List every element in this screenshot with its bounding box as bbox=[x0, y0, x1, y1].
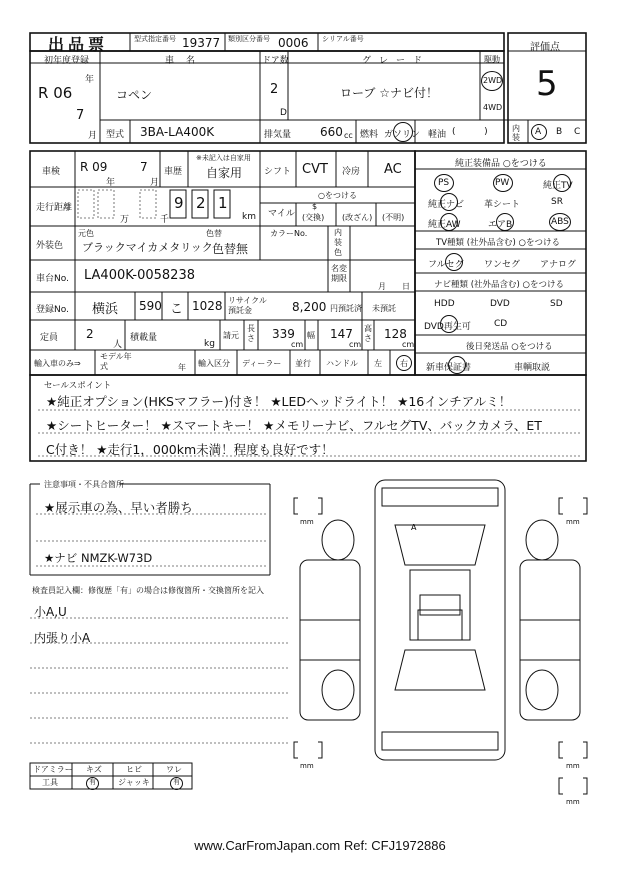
tools-yes: 有 bbox=[89, 778, 96, 786]
car-name: コペン bbox=[116, 88, 153, 102]
category-label: 類別区分番号 bbox=[228, 35, 270, 43]
handle-left: 左 bbox=[374, 359, 382, 368]
serial-label: シリアル番号 bbox=[322, 35, 364, 43]
form-title: 出品票 bbox=[48, 35, 109, 54]
notes-label: 注意事項・不具合箇所 bbox=[44, 480, 124, 489]
car-name-label: 車名 bbox=[165, 56, 208, 66]
registration-number: 1028 bbox=[192, 299, 223, 313]
crack-label: ヒビ bbox=[126, 765, 142, 774]
length-value: 339 bbox=[272, 327, 295, 341]
notes-line-2: ★ナビ NMZK-W73D bbox=[44, 551, 153, 565]
inspector-label: 検査員記入欄：修復歴「有」の場合は修復箇所・交換箇所を記入 bbox=[32, 586, 264, 595]
cc-unit: cc bbox=[344, 131, 353, 140]
length-label: 長さ bbox=[247, 324, 255, 343]
mileage-sen: 千 bbox=[160, 215, 170, 225]
fuel-gas: ガソリン bbox=[384, 130, 421, 140]
height-cm: cm bbox=[402, 340, 415, 349]
model-year-unit: 年 bbox=[178, 363, 186, 372]
equip-leather: 革シート bbox=[484, 200, 521, 210]
rating-label: 評価点 bbox=[530, 42, 560, 53]
ac-value: AC bbox=[384, 162, 402, 177]
category-value: 0006 bbox=[278, 36, 309, 50]
fuel-light: 軽油 bbox=[428, 130, 447, 140]
equip-sr: SR bbox=[551, 197, 563, 207]
equip-aw: 純正AW bbox=[428, 220, 461, 230]
shift-value: CVT bbox=[302, 162, 328, 177]
tire-mm-fr: mm bbox=[566, 518, 580, 526]
shift-label: シフト bbox=[264, 167, 292, 177]
import-type-label: 輸入区分 bbox=[198, 359, 230, 368]
model-year-label: モデル年式 bbox=[100, 352, 132, 371]
fuel-gas-circle bbox=[393, 122, 413, 142]
mileage-tag-hint: ○をつける bbox=[318, 191, 357, 200]
history-value: 自家用 bbox=[206, 166, 243, 180]
not-deposited: 未預託 bbox=[372, 304, 396, 313]
navi-title: ナビ種類 (社外品含む) ○をつける bbox=[434, 280, 564, 290]
type-designation-value: 19377 bbox=[182, 36, 221, 50]
handle-right: 右 bbox=[400, 359, 408, 368]
navi-cd: CD bbox=[494, 319, 508, 329]
tv-fullseg: フルセグ bbox=[428, 260, 464, 270]
break-label: ワレ bbox=[166, 765, 182, 774]
width-label: 幅 bbox=[307, 331, 315, 340]
name-change-month: 月 bbox=[378, 282, 386, 291]
year-unit: 年 bbox=[85, 75, 95, 85]
drive-2wd-circle bbox=[481, 71, 503, 91]
interior-a-circle bbox=[531, 124, 547, 140]
docs-warranty: 新車保証書 bbox=[426, 363, 472, 373]
svg-text:A: A bbox=[411, 523, 417, 532]
drive-2wd: 2WD bbox=[483, 76, 503, 85]
history-note: ※未記入は自家用 bbox=[196, 154, 251, 162]
color-no-label: カラーNo. bbox=[270, 229, 308, 238]
model-label: 型式 bbox=[106, 130, 125, 140]
equip-ps: PS bbox=[438, 178, 450, 188]
tire-mm-rl: mm bbox=[300, 762, 314, 770]
sales-line-3: C付き！ ★走行1，000km未満！程度も良好です！ bbox=[46, 442, 334, 457]
inspection-era: R 09 bbox=[80, 160, 108, 174]
navi-sd: SD bbox=[550, 299, 563, 309]
person-unit: 人 bbox=[113, 340, 123, 350]
inspection-month: 7 bbox=[140, 160, 148, 174]
length-cm: cm bbox=[291, 340, 304, 349]
original-color-value: ブラックマイカメタリック bbox=[82, 241, 213, 254]
history-label: 車歴 bbox=[164, 167, 183, 177]
width-cm: cm bbox=[349, 340, 362, 349]
original-color-label: 元色 bbox=[78, 229, 94, 238]
height-value: 128 bbox=[384, 327, 407, 341]
drive-label: 駆動 bbox=[484, 55, 500, 64]
tools-yes-circle bbox=[86, 777, 99, 790]
exterior-color-label: 外装色 bbox=[36, 241, 64, 251]
fuel-other-bracket: ( ) bbox=[452, 127, 488, 137]
handle-label: ハンドル bbox=[326, 359, 358, 368]
rating-value: 5 bbox=[536, 64, 558, 104]
tv-oneseg: ワンセグ bbox=[484, 260, 521, 270]
jack-yes-circle bbox=[170, 777, 183, 790]
first-reg-month: 7 bbox=[76, 108, 85, 123]
tire-mm-spare: mm bbox=[566, 798, 580, 806]
jack-label: ジャッキ bbox=[118, 778, 150, 787]
month-unit: 月 bbox=[88, 131, 98, 141]
name-change-label: 名変期限 bbox=[331, 264, 347, 283]
inspector-line-1: 小A,U bbox=[34, 605, 67, 619]
chassis-label: 車台No. bbox=[36, 274, 69, 284]
registration-kana: こ bbox=[170, 302, 184, 317]
height-label: 高さ bbox=[364, 324, 372, 343]
capacity-persons: 2 bbox=[86, 327, 94, 341]
import-dealer: ディーラー bbox=[242, 359, 282, 368]
equip-navi-circle bbox=[440, 193, 458, 211]
footer-watermark: www.CarFromJapan.com Ref: CFJ1972886 bbox=[194, 838, 446, 853]
tv-fullseg-circle bbox=[445, 253, 463, 271]
navi-dvd: DVD bbox=[490, 299, 510, 309]
color-change-value: 色替無 bbox=[212, 242, 249, 256]
tv-title: TV種類 (社外品含む) ○をつける bbox=[436, 238, 560, 248]
displacement-label: 排気量 bbox=[264, 130, 292, 140]
tire-mm-fl: mm bbox=[300, 518, 314, 526]
width-value: 147 bbox=[330, 327, 353, 341]
sales-line-2: ★シートヒーター！ ★スマートキー！ ★メモリーナビ、フルセグTV、バックカメラ、ET bbox=[46, 418, 542, 433]
name-change-day: 日 bbox=[402, 282, 410, 291]
recycle-label: リサイクル預託金 bbox=[228, 296, 267, 315]
drive-4wd: 4WD bbox=[483, 103, 503, 112]
equip-airbag-circle bbox=[496, 213, 514, 231]
equip-aw-circle bbox=[440, 213, 458, 231]
tire-mm-rr: mm bbox=[566, 762, 580, 770]
chassis-value: LA400K-0058238 bbox=[84, 268, 195, 283]
jack-yes: 有 bbox=[173, 778, 180, 786]
interior-label: 内装 bbox=[512, 124, 520, 142]
docs-title: 後日発送品 ○をつける bbox=[466, 342, 553, 352]
tv-analog: アナログ bbox=[540, 260, 577, 270]
interior-a: A bbox=[535, 127, 542, 137]
exchange-label: (交換) bbox=[302, 213, 325, 222]
mileage-digit-3: 1 bbox=[218, 194, 228, 212]
equip-pw: PW bbox=[495, 178, 510, 188]
mileage-digit-2: 2 bbox=[196, 194, 206, 212]
displacement-value: 660 bbox=[320, 125, 343, 139]
door-suffix: D bbox=[280, 108, 287, 118]
sales-line-1: ★純正オプション(HKSマフラー)付き！ ★LEDヘッドライト！ ★16インチアルミ！ bbox=[46, 394, 512, 409]
door-mirror-label: ドアミラー bbox=[33, 765, 73, 774]
navi-hdd: HDD bbox=[434, 299, 455, 309]
mile-label: マイル bbox=[268, 209, 295, 219]
tampered-label: (改ざん) bbox=[342, 213, 373, 222]
type-designation-label: 型式指定番号 bbox=[134, 35, 176, 43]
equip-abs: ABS bbox=[551, 217, 569, 227]
model-value: 3BA-LA400K bbox=[140, 125, 215, 139]
capacity-label: 定員 bbox=[40, 333, 59, 343]
color-change-label: 色替 bbox=[206, 229, 222, 238]
first-reg-label: 初年度登録 bbox=[44, 56, 90, 66]
interior-color-label: 内装色 bbox=[334, 228, 342, 257]
equipment-title: 純正装備品 ○をつける bbox=[455, 159, 547, 169]
interior-b: B bbox=[556, 127, 563, 137]
scratch-label: キズ bbox=[86, 765, 102, 774]
mileage-label: 走行距離 bbox=[36, 203, 73, 213]
tools-label: 工具 bbox=[42, 778, 58, 787]
inspection-month-unit: 月 bbox=[150, 178, 160, 188]
equip-pw-circle bbox=[493, 174, 513, 192]
request-label: 請元 bbox=[223, 331, 239, 340]
notes-line-1: ★展示車の為、早い者勝ち bbox=[44, 500, 193, 515]
inspection-year-unit: 年 bbox=[106, 178, 116, 188]
inspector-line-2: 内張り小A bbox=[34, 631, 91, 645]
docs-warranty-circle bbox=[448, 356, 466, 374]
recycle-value: 8,200 bbox=[292, 300, 327, 314]
equip-tv-circle bbox=[553, 174, 571, 192]
inspection-label: 車検 bbox=[42, 167, 61, 177]
equip-ps-circle bbox=[434, 174, 454, 192]
mileage-man: 万 bbox=[120, 215, 130, 225]
unknown-label: (不明) bbox=[382, 213, 405, 222]
kg-unit: kg bbox=[204, 339, 215, 349]
sales-point-label: セールスポイント bbox=[44, 381, 112, 391]
navi-dvd-play-circle bbox=[440, 315, 458, 333]
handle-right-circle bbox=[396, 355, 412, 371]
doors-value: 2 bbox=[270, 82, 279, 97]
equip-airbag: エアB bbox=[488, 220, 513, 230]
load-label: 積載量 bbox=[130, 333, 158, 343]
registration-place: 横浜 bbox=[92, 302, 119, 317]
first-reg-era: R 06 bbox=[38, 84, 73, 102]
equip-abs-circle bbox=[549, 213, 571, 231]
grade-label: グレード bbox=[362, 56, 431, 66]
ac-label: 冷房 bbox=[342, 167, 361, 177]
import-parallel: 並行 bbox=[295, 359, 311, 368]
registration-class: 590 bbox=[139, 299, 162, 313]
recycle-status: 円預託済 bbox=[330, 304, 362, 313]
doors-label: ドア数 bbox=[262, 56, 289, 66]
interior-c: C bbox=[574, 127, 581, 137]
fuel-label: 燃料 bbox=[360, 130, 379, 140]
equip-navi: 純正ナビ bbox=[428, 200, 465, 210]
import-only-label: 輸入車のみ⇒ bbox=[34, 359, 81, 368]
dollar-label: $ bbox=[312, 202, 318, 211]
mileage-km: km bbox=[242, 212, 256, 222]
mileage-digit-1: 9 bbox=[174, 194, 184, 212]
equip-tv: 純正TV bbox=[543, 181, 573, 191]
registration-label: 登録No. bbox=[36, 305, 69, 315]
navi-dvd-play: DVD再生可 bbox=[424, 322, 471, 332]
docs-manual: 車輌取説 bbox=[514, 363, 551, 373]
grade-value: ローブ ☆ナビ付！ bbox=[340, 86, 438, 100]
car-diagram bbox=[300, 480, 580, 760]
